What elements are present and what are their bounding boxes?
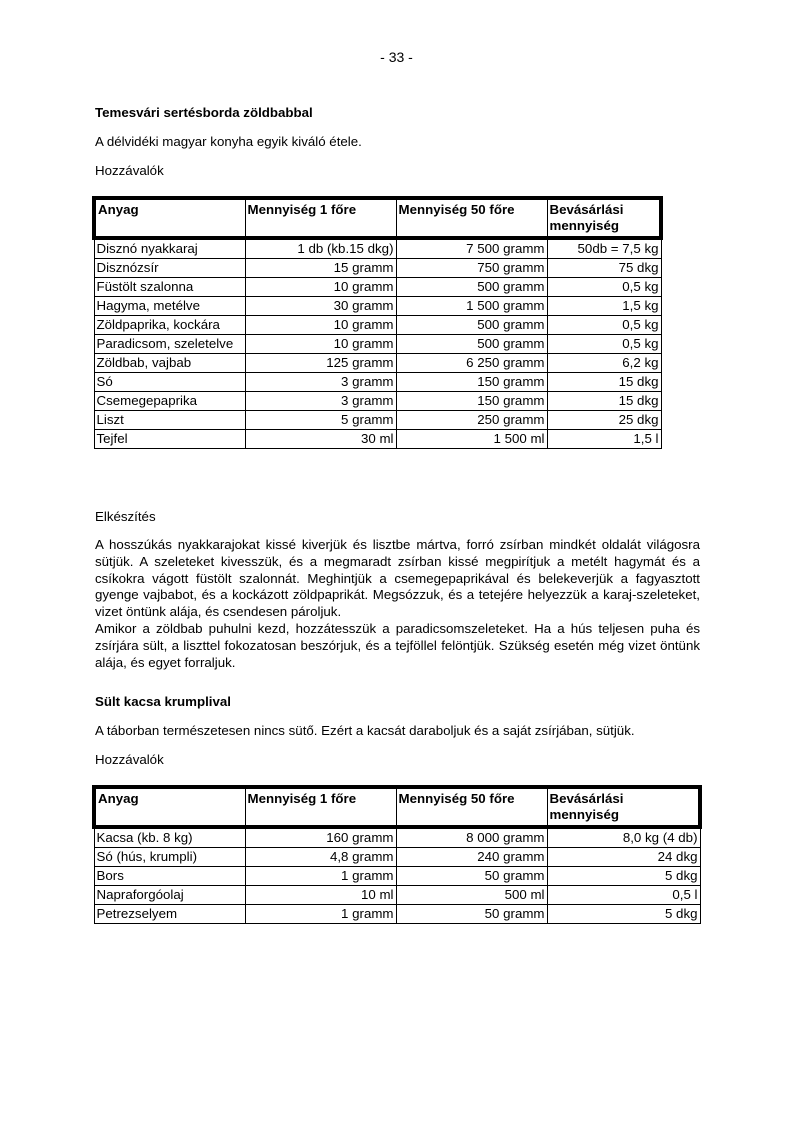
quantity-cell: 1 500 gramm [396, 297, 547, 316]
quantity-cell: 3 gramm [245, 392, 396, 411]
ingredient-name: Liszt [94, 411, 245, 430]
table-row [94, 278, 661, 297]
quantity-cell: 0,5 kg [547, 335, 661, 354]
quantity-cell: 10 gramm [245, 335, 396, 354]
quantity-cell: 250 gramm [396, 411, 547, 430]
quantity-cell: 1 db (kb.15 dkg) [245, 238, 396, 259]
ingredients-label: Hozzávalók [95, 163, 164, 178]
preparation-text [95, 537, 700, 671]
quantity-cell: 15 dkg [547, 392, 661, 411]
quantity-cell: 1 500 ml [396, 430, 547, 449]
quantity-cell: 1 gramm [245, 867, 396, 886]
quantity-cell: 125 gramm [245, 354, 396, 373]
quantity-cell: 15 dkg [547, 373, 661, 392]
ingredient-name: Kacsa (kb. 8 kg) [94, 827, 245, 848]
table-row [94, 238, 661, 259]
ingredient-name: Zöldpaprika, kockára [94, 316, 245, 335]
table-row [94, 297, 661, 316]
quantity-cell: 75 dkg [547, 259, 661, 278]
table-row [94, 316, 661, 335]
ingredients-table [92, 785, 702, 924]
table-row [94, 411, 661, 430]
quantity-cell: 10 ml [245, 886, 396, 905]
ingredient-name: Bors [94, 867, 245, 886]
quantity-cell: 5 gramm [245, 411, 396, 430]
column-header: Mennyiség 50 főre [396, 198, 547, 238]
quantity-cell: 240 gramm [396, 848, 547, 867]
quantity-cell: 1,5 kg [547, 297, 661, 316]
quantity-cell: 500 ml [396, 886, 547, 905]
quantity-cell: 500 gramm [396, 278, 547, 297]
quantity-cell: 5 dkg [547, 867, 700, 886]
table-header-row [94, 787, 700, 827]
quantity-cell: 150 gramm [396, 373, 547, 392]
ingredient-name: Disznó nyakkaraj [94, 238, 245, 259]
quantity-cell: 50db = 7,5 kg [547, 238, 661, 259]
quantity-cell: 1,5 l [547, 430, 661, 449]
quantity-cell: 5 dkg [547, 905, 700, 924]
table-row [94, 905, 700, 924]
column-header: Anyag [94, 787, 245, 827]
column-header: Bevásárlási mennyiség [547, 787, 700, 827]
quantity-cell: 10 gramm [245, 278, 396, 297]
recipe-intro: A táborban természetesen nincs sütő. Ezért a kacsát daraboljuk és a saját zsírjában, sütjük. [95, 723, 635, 738]
ingredient-name: Paradicsom, szeletelve [94, 335, 245, 354]
quantity-cell: 750 gramm [396, 259, 547, 278]
ingredients-table [92, 196, 663, 449]
quantity-cell: 7 500 gramm [396, 238, 547, 259]
quantity-cell: 500 gramm [396, 335, 547, 354]
recipe-intro: A délvidéki magyar konyha egyik kiváló étele. [95, 134, 362, 149]
quantity-cell: 50 gramm [396, 905, 547, 924]
quantity-cell: 15 gramm [245, 259, 396, 278]
quantity-cell: 0,5 l [547, 886, 700, 905]
quantity-cell: 150 gramm [396, 392, 547, 411]
page-number: - 33 - [380, 49, 413, 65]
quantity-cell: 24 dkg [547, 848, 700, 867]
ingredient-name: Tejfel [94, 430, 245, 449]
quantity-cell: 1 gramm [245, 905, 396, 924]
quantity-cell: 30 gramm [245, 297, 396, 316]
table-row [94, 886, 700, 905]
quantity-cell: 6 250 gramm [396, 354, 547, 373]
quantity-cell: 8 000 gramm [396, 827, 547, 848]
table-row [94, 430, 661, 449]
quantity-cell: 160 gramm [245, 827, 396, 848]
ingredient-name: Só (hús, krumpli) [94, 848, 245, 867]
quantity-cell: 25 dkg [547, 411, 661, 430]
preparation-label: Elkészítés [95, 509, 156, 524]
preparation-paragraph: Amikor a zöldbab puhulni kezd, hozzátesszük a paradicsomszeleteket. Ha a hús teljesen puha és zsírjára sült, a liszttel fokozatosan beszórjuk, és a tejföllel felöntjük. Szükség esetén még vizet öntünk alája, és egyet forraljuk. [95, 620, 700, 670]
ingredient-name: Csemegepaprika [94, 392, 245, 411]
ingredient-name: Hagyma, metélve [94, 297, 245, 316]
recipe-title: Sült kacsa krumplival [95, 694, 231, 709]
table-header-row [94, 198, 661, 238]
table-row [94, 848, 700, 867]
quantity-cell: 6,2 kg [547, 354, 661, 373]
quantity-cell: 8,0 kg (4 db) [547, 827, 700, 848]
quantity-cell: 30 ml [245, 430, 396, 449]
table-row [94, 373, 661, 392]
column-header: Mennyiség 1 főre [245, 787, 396, 827]
quantity-cell: 50 gramm [396, 867, 547, 886]
quantity-cell: 10 gramm [245, 316, 396, 335]
quantity-cell: 3 gramm [245, 373, 396, 392]
table-row [94, 827, 700, 848]
column-header: Anyag [94, 198, 245, 238]
quantity-cell: 0,5 kg [547, 316, 661, 335]
column-header: Mennyiség 1 főre [245, 198, 396, 238]
preparation-paragraph: A hosszúkás nyakkarajokat kissé kiverjük és lisztbe mártva, forró zsírban mindkét oldalát világosra sütjük. A szeleteket kivesszük, és a megmaradt zsírban kissé megpirítjuk a metélt hagymát és a csíkokra vágott füstölt szalonnát. Meghintjük a csemegepaprikával és belekeverjük a fagyasztott gyenge vajbabot, és a kockázott zöldpaprikát. Megsózzuk, és a tetejére helyezzük a karaj-szeleteket, vizet öntünk alája, és csendesen pároljuk. [95, 537, 700, 620]
ingredient-name: Füstölt szalonna [94, 278, 245, 297]
ingredients-label: Hozzávalók [95, 752, 164, 767]
table-row [94, 392, 661, 411]
ingredient-name: Disznózsír [94, 259, 245, 278]
table-row [94, 867, 700, 886]
ingredient-name: Só [94, 373, 245, 392]
column-header: Mennyiség 50 főre [396, 787, 547, 827]
quantity-cell: 4,8 gramm [245, 848, 396, 867]
table-row [94, 354, 661, 373]
table-row [94, 335, 661, 354]
quantity-cell: 0,5 kg [547, 278, 661, 297]
quantity-cell: 500 gramm [396, 316, 547, 335]
ingredient-name: Zöldbab, vajbab [94, 354, 245, 373]
table-row [94, 259, 661, 278]
column-header: Bevásárlási mennyiség [547, 198, 661, 238]
recipe-title: Temesvári sertésborda zöldbabbal [95, 105, 313, 120]
ingredient-name: Petrezselyem [94, 905, 245, 924]
ingredient-name: Napraforgóolaj [94, 886, 245, 905]
